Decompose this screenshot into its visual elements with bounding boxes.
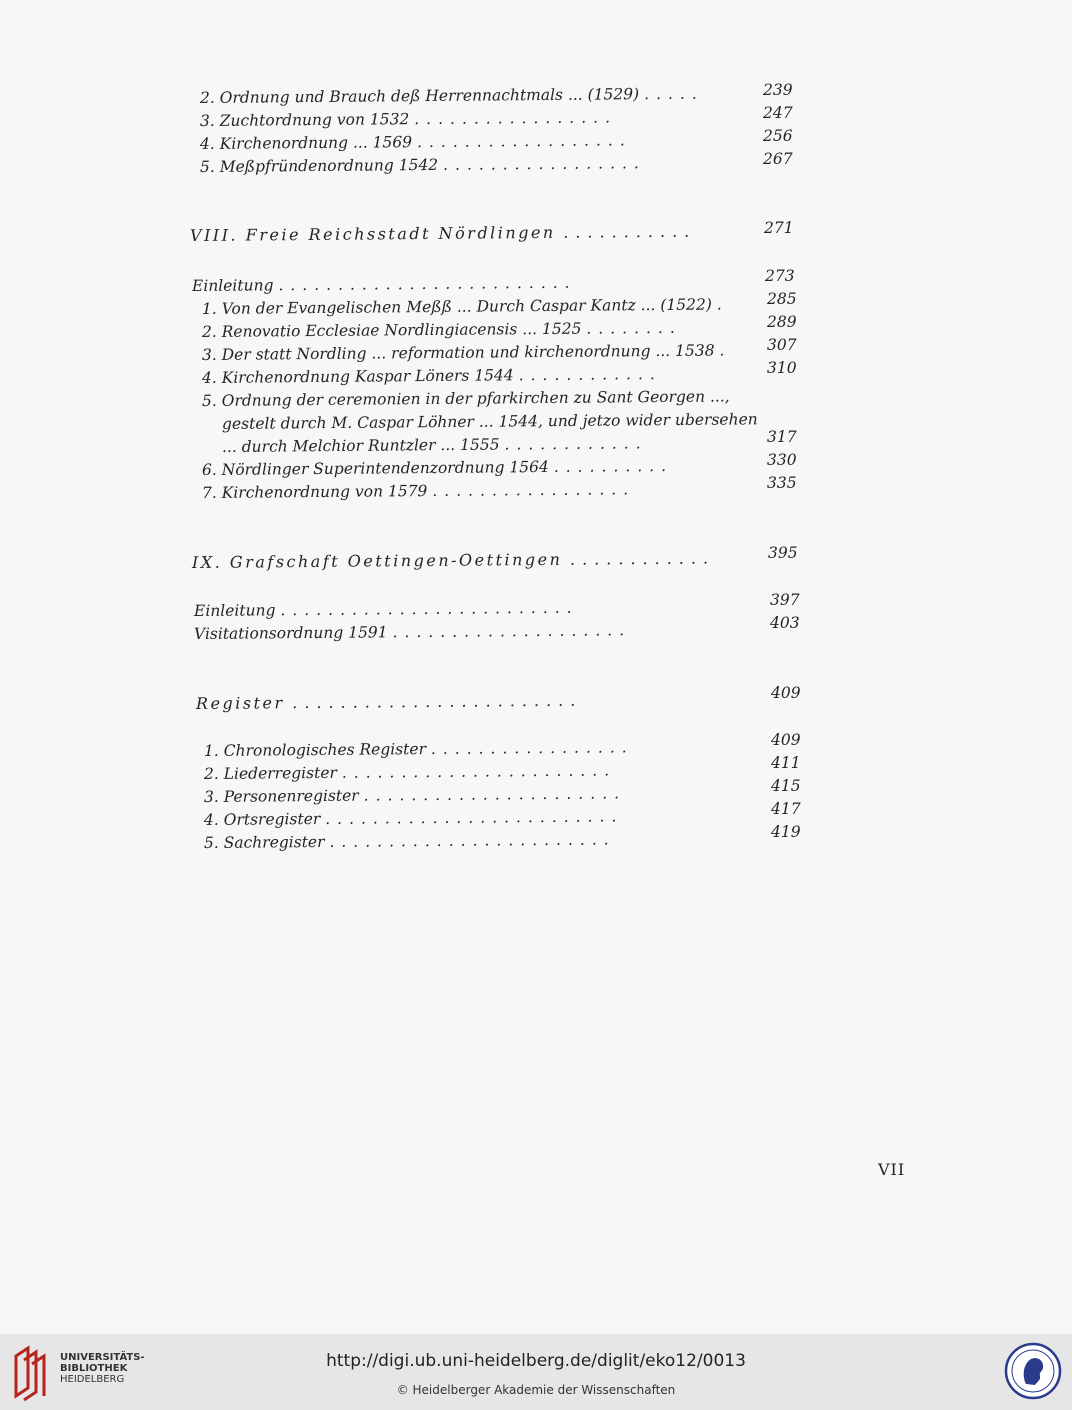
toc-entry: 3. Zuchtordnung von 1532 ................. — [199, 108, 618, 130]
toc-entry: 7. Kirchenordnung von 1579 ................. — [201, 480, 636, 502]
toc-entry: 1. Chronologisches Register ................. — [203, 738, 634, 760]
toc-entry: 1. Von der Evangelischen Meßß ... Durch Caspar Kantz ... (1522) . — [201, 295, 729, 318]
toc-entry: 2. Ordnung und Brauch deß Herrennachtmals ... (1529) ..... — [199, 84, 704, 107]
toc-page-number: 419 — [771, 823, 801, 841]
toc-page-number: 409 — [771, 731, 801, 749]
toc-entry: 4. Kirchenordnung ... 1569 .................. — [199, 131, 632, 153]
toc-entry: Einleitung ......................... — [191, 273, 577, 295]
toc-page-number: 409 — [771, 684, 801, 702]
toc-entry: Visitationsordnung 1591 .................... — [193, 621, 632, 643]
copyright-notice: © Heidelberger Akademie der Wissenschaften — [396, 1383, 676, 1397]
toc-entry: 2. Renovatio Ecclesiae Nordlingiacensis ... 1525 ........ — [201, 318, 682, 341]
toc-page-number: 310 — [767, 359, 797, 377]
toc-page-number: 267 — [763, 150, 793, 168]
toc-page-number: 415 — [771, 777, 801, 795]
toc-entry: 5. Ordnung der ceremonien in der pfarkirchen zu Sant Georgen ..., — [201, 387, 730, 410]
toc-page-number: 395 — [768, 544, 798, 562]
toc-page-number: 403 — [770, 614, 800, 632]
toc-entry: 3. Der statt Nordling ... reformation und kirchenordnung ... 1538 . — [201, 341, 732, 364]
toc-entry: Einleitung ......................... — [193, 598, 579, 620]
toc-page-number: 317 — [767, 428, 797, 446]
library-logo-text: UNIVERSITÄTS- BIBLIOTHEK HEIDELBERG — [60, 1352, 145, 1385]
permalink-url[interactable]: http://digi.ub.uni-heidelberg.de/diglit/eko12/0013 — [326, 1351, 746, 1371]
toc-page-number: 411 — [771, 754, 801, 772]
toc-entry: 5. Meßpfründenordnung 1542 ................. — [199, 154, 646, 176]
toc-page-number: 271 — [764, 219, 794, 237]
toc-entry-continued: ... durch Melchior Runtzler ... 1555 ............ — [221, 434, 648, 456]
toc-page-number: 330 — [767, 451, 797, 469]
toc-section-heading: IX. Grafschaft Oettingen-Oettingen ............ — [191, 548, 716, 572]
toc-page-number: 417 — [771, 800, 801, 818]
page-folio-number: VII — [878, 1160, 906, 1179]
toc-page-number: 335 — [767, 474, 797, 492]
toc-entry: 2. Liederregister ....................... — [203, 761, 617, 783]
toc-page-number: 256 — [763, 127, 793, 145]
toc-entry: 4. Ortsregister ......................... — [203, 807, 624, 829]
toc-section-heading: VIII. Freie Reichsstadt Nördlingen ........... — [189, 221, 697, 245]
toc-page-number: 273 — [765, 267, 795, 285]
toc-entry: 6. Nördlinger Superintendenzordnung 1564 .......... — [201, 456, 674, 479]
toc-entry-continued: gestelt durch M. Caspar Löhner ... 1544, und jetzo wider ubersehen — [221, 410, 758, 433]
viewer-footer — [0, 1334, 1072, 1410]
toc-entry: 3. Personenregister ...................... — [203, 784, 627, 806]
toc-entry: 4. Kirchenordnung Kaspar Löners 1544 ............ — [201, 364, 662, 387]
toc-section-heading: Register ........................ — [195, 690, 583, 713]
toc-page-number: 289 — [767, 313, 797, 331]
toc-entry: 5. Sachregister ........................ — [203, 830, 616, 852]
toc-page-number: 285 — [767, 290, 797, 308]
academy-seal-icon — [1004, 1342, 1062, 1400]
toc-page-number: 239 — [763, 81, 793, 99]
toc-page-number: 307 — [767, 336, 797, 354]
toc-page-number: 397 — [770, 591, 800, 609]
toc-page-number: 247 — [763, 104, 793, 122]
